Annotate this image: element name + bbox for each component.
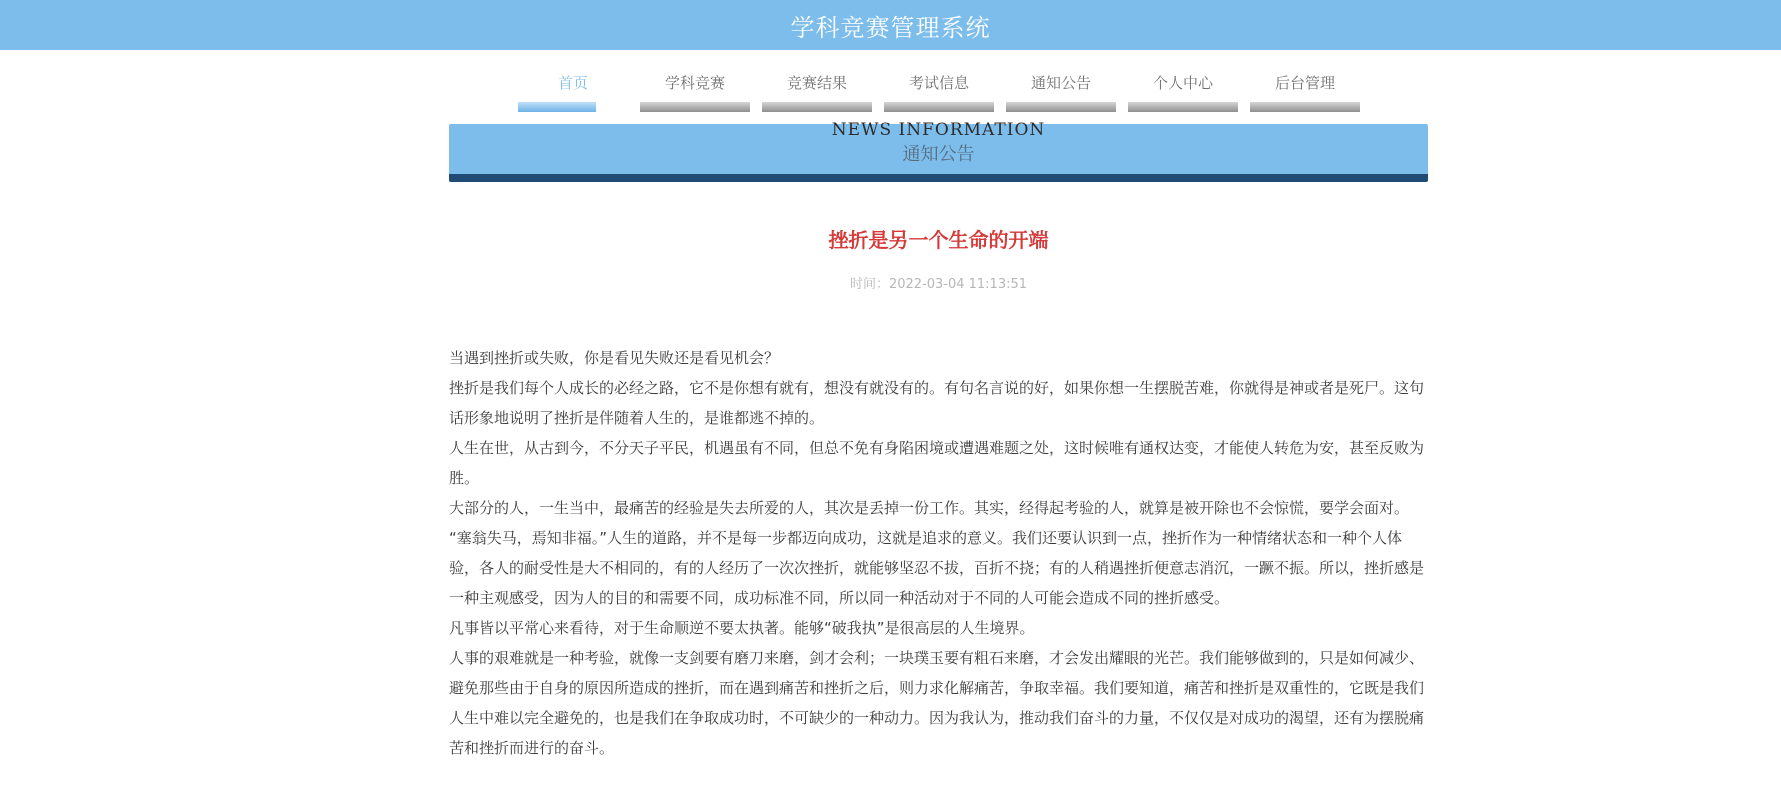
nav-item-profile[interactable] xyxy=(1128,68,1238,114)
article-title: 挫折是另一个生命的开端 xyxy=(828,228,1049,252)
article-paragraph: 人事的艰难就是一种考验，就像一支剑要有磨刀来磨，剑才会利；一块璞玉要有粗石来磨，才会发出耀眼的光芒。我们能够做到的，只是如何减少、避免那些由于自身的原因所造成的挫折，而在遇到痛苦和挫折之后，则力求化解痛苦，争取幸福。我们要知道，痛苦和挫折是双重性的，它既是我们人生中难以完全避免的，也是我们在争取成功时，不可缺少的一种动力。因为我认为，推动我们奋斗的力量，不仅仅是对成功的渴望，还有为摆脱痛苦和挫折而进行的奋斗。 xyxy=(449,649,1425,757)
nav-underline xyxy=(762,102,872,112)
nav-item-results[interactable] xyxy=(762,68,872,114)
nav-underline xyxy=(1006,102,1116,112)
nav-underline xyxy=(1250,102,1360,112)
section-banner xyxy=(449,120,1428,182)
nav-item-exams[interactable] xyxy=(884,68,994,114)
article-body xyxy=(449,343,1429,763)
nav-label: 竞赛结果 xyxy=(786,74,847,92)
nav-underline xyxy=(640,102,750,112)
nav-underline xyxy=(884,102,994,112)
article-paragraph: 人生在世，从古到今，不分天子平民，机遇虽有不同，但总不免有身陷困境或遭遇难题之处，这时候唯有通权达变，才能使人转危为安，甚至反败为胜。 xyxy=(449,439,1425,487)
nav-underline xyxy=(1128,102,1238,112)
article-paragraph: 大部分的人，一生当中，最痛苦的经验是失去所爱的人，其次是丢掉一份工作。其实，经得起考验的人，就算是被开除也不会惊慌，要学会面对。 xyxy=(449,499,1410,517)
nav-label: 通知公告 xyxy=(1030,74,1091,92)
article-paragraph: 凡事皆以平常心来看待，对于生命顺逆不要太执著。能够“破我执”是很高层的人生境界。 xyxy=(449,619,1035,637)
nav-item-home[interactable] xyxy=(518,68,628,114)
article-paragraph: 挫折是我们每个人成长的必经之路，它不是你想有就有，想没有就没有的。有句名言说的好，如果你想一生摆脱苦难，你就得是神或者是死尸。这句话形象地说明了挫折是伴随着人生的，是谁都逃不掉的。 xyxy=(449,379,1425,427)
section-title-cn: 通知公告 xyxy=(902,144,975,165)
top-header xyxy=(0,0,1781,50)
article-paragraph: 当遇到挫折或失败，你是看见失败还是看见机会？ xyxy=(449,349,780,367)
nav-label: 个人中心 xyxy=(1152,74,1213,92)
nav-label: 学科竞赛 xyxy=(664,74,725,92)
section-title-en: NEWS INFORMATION xyxy=(831,120,1046,140)
nav-label: 后台管理 xyxy=(1274,74,1335,92)
nav-item-competitions[interactable] xyxy=(640,68,750,114)
nav-active-indicator xyxy=(518,102,596,112)
main-nav xyxy=(518,68,1372,114)
nav-label: 首页 xyxy=(557,74,588,92)
site-title: 学科竞赛管理系统 xyxy=(790,13,991,42)
article-paragraph: “塞翁失马，焉知非福。”人生的道路，并不是每一步都迈向成功，这就是追求的意义。我们还要认识到一点，挫折作为一种情绪状态和一种个人体验，各人的耐受性是大不相同的，有的人经历了一次次挫折，就能够坚忍不拔，百折不挠；有的人稍遇挫折便意志消沉，一蹶不振。所以，挫折感是一种主观感受，因为人的目的和需要不同，成功标准不同，所以同一种活动对于不同的人可能会造成不同的挫折感受。 xyxy=(449,529,1425,607)
nav-item-admin[interactable] xyxy=(1250,68,1360,114)
article-time: 时间：2022-03-04 11:13:51 xyxy=(849,277,1028,292)
nav-label: 考试信息 xyxy=(908,74,969,92)
nav-item-notices[interactable] xyxy=(1006,68,1116,114)
